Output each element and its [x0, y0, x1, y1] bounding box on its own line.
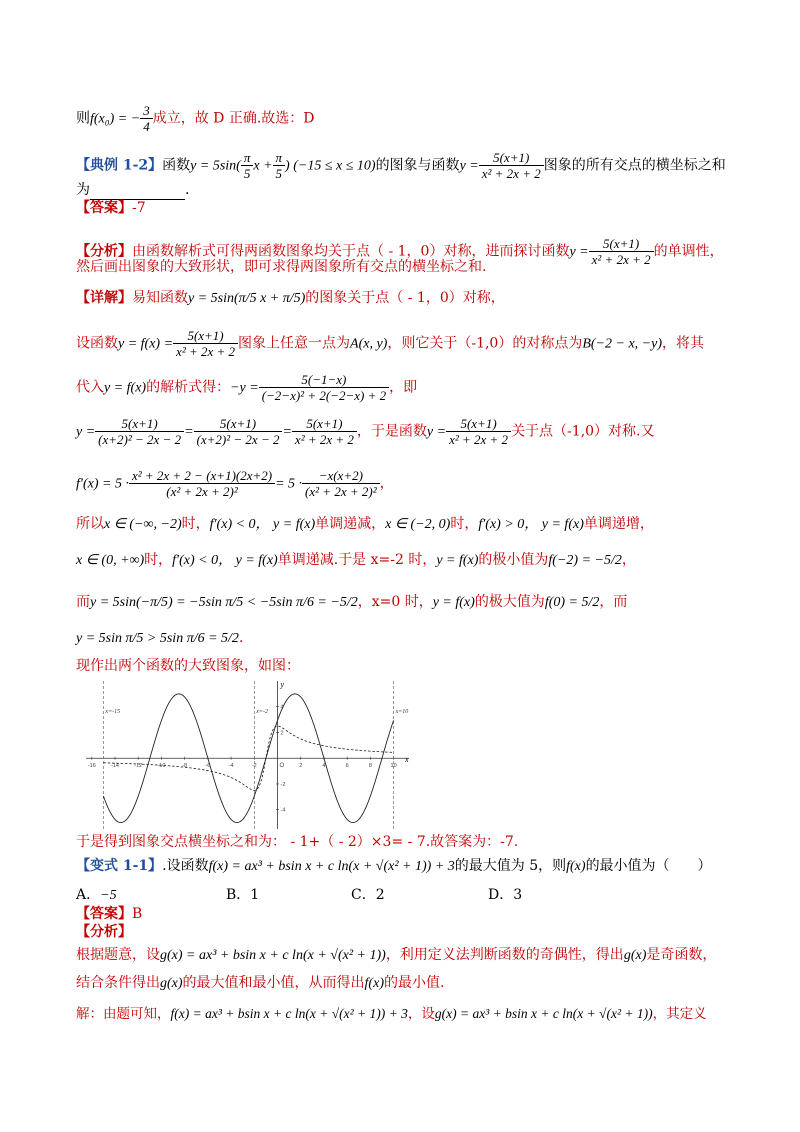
detail-2: 设函数y = f(x) = $\frac{5(x+1)}{\text{x² + 2x + 2}}$ 图象上任意一点为A(x, y)，则它关于（-1,0）的对称点为B(−2 − x, −y)，将其	[76, 328, 704, 359]
x-tick-label: -4	[228, 763, 234, 770]
y-tick-label: 4	[280, 704, 284, 711]
detail-9: y = 5sin π/5 > 5sin π/6 = 5/2.	[76, 630, 244, 646]
y-tick-label: -2	[280, 781, 286, 788]
detail-1: 【详解】易知函数y = 5sin(π/5 x + π/5)的图象关于点（ - 1，0）对称，	[76, 290, 505, 306]
answer-blank-line: 为 .	[76, 182, 190, 198]
x-tick-label: -8	[182, 763, 188, 770]
option-b[interactable]: B．1	[226, 887, 260, 903]
y-tick-label: 2	[280, 730, 284, 737]
vline-label-2: x=10	[395, 709, 409, 716]
detail-4: y = $\frac{5(x+1)}{\text{(x+2)² − 2x − 2}}$ = $\frac{5(x+1)}{\text{(x+2)² − 2x − 2}}$ = $\frac{5(x+1)}{\text{x² + 2x + 2}}$ ，于是函数y = $\frac{5(x+1)}{\text{x² + 2x + 2}}$ 关于点（-1,0）对称.又	[76, 416, 655, 447]
detail-8: 而y = 5sin(−π/5) = −5sin π/5 < −5sin π/6 = −5/2，x=0 时，y = f(x)的极大值为f(0) = 5/2，而	[76, 594, 628, 610]
origin-label: O	[279, 763, 285, 770]
x-axis-label: x	[405, 755, 409, 765]
vline-label-0: x=-15	[105, 709, 121, 716]
x-tick-label: 4	[322, 763, 326, 770]
detail-7: x ∈ (0, +∞)时，f′(x) < 0， y = f(x)单调递减.于是 x=-2 时，y = f(x)的极小值为f(−2) = −5/2，	[76, 552, 636, 568]
detail-6: 所以x ∈ (−∞, −2)时，f′(x) < 0， y = f(x)单调递减，x ∈ (−2, 0)时，f′(x) > 0， y = f(x)单调递增，	[76, 516, 654, 532]
function-graph	[76, 675, 421, 835]
answer-2: 【答案】B	[76, 906, 143, 922]
detail-3: 代入y = f(x)的解析式得：−y = $\frac{5(-1-x)}{\text{(−2−x)² + 2(−2−x) + 2}}$ ，即	[76, 372, 418, 403]
x-tick-label: -14	[111, 763, 119, 770]
variant-tag: 【变式 1-1】	[76, 858, 163, 874]
fraction: $\frac{3}{4}$	[140, 103, 153, 134]
analysis-2-label: 【分析】	[76, 924, 132, 940]
analysis-1b: 然后画出图象的大致形状，即可求得两图象所有交点的横坐标之和.	[76, 259, 487, 275]
example-tag: 【典例 1-2】	[76, 157, 163, 174]
x-tick-label: 6	[345, 763, 349, 770]
y-axis-label: y	[280, 680, 285, 689]
analysis-2-line-3: 解：由题可知，f(x) = ax³ + bsin x + c ln(x + √(x² + 1)) + 3，设g(x) = ax³ + bsin x + c ln(x + √(x² + 1))，其定义	[76, 1006, 707, 1022]
option-a[interactable]: A．−5	[76, 887, 117, 903]
y-tick-label: -4	[280, 807, 286, 814]
x-tick-label: -6	[205, 763, 211, 770]
x-tick-label: 2	[299, 763, 303, 770]
analysis-2-line-1: 根据题意，设g(x) = ax³ + bsin x + c ln(x + √(x² + 1))，利用定义法判断函数的奇偶性，得出g(x)是奇函数，	[76, 947, 717, 963]
answer-1: 【答案】-7	[76, 200, 146, 216]
conclusion-line: 则f(x₀) = − $\frac{3}{4}$ 成立，故 D 正确.故选：D	[76, 103, 315, 134]
detail-5: f′(x) = 5 · $\frac{\text{x² + 2x + 2 − (x+1)(2x+2)}}{\text{(x² + 2x + 2)²}}$ = 5 · $\frac{-x(x+2)}{\text{(x² + 2x + 2)²}}$ ，	[76, 468, 394, 499]
x-tick-label: -2	[251, 763, 257, 770]
x-tick-label: -16	[87, 763, 96, 770]
analysis-2-line-2: 结合条件得出g(x)的最大值和最小值，从而得出f(x)的最小值.	[76, 975, 445, 991]
detail-11: 于是得到图象交点横坐标之和为： - 1+（ - 2）×3= - 7.故答案为：-7.	[76, 834, 519, 850]
option-d[interactable]: D．3	[488, 887, 523, 903]
x-tick-label: 10	[390, 763, 397, 770]
vline-label-1: x=-2	[256, 709, 269, 716]
example-1-2: 【典例 1-2】函数y = 5sin( $\frac{\pi}{5}$ x + $\frac{\pi}{5}$ ) (−15 ≤ x ≤ 10)的图象与函数y = $\frac{5(x+1)}{\text{x² + 2x + 2}}$ 图象的所有交点的横坐标之和	[76, 150, 726, 181]
option-c[interactable]: C．2	[351, 887, 385, 903]
x-tick-label: -12	[134, 763, 143, 770]
variant-1-1: 【变式 1-1】.设函数f(x) = ax³ + bsin x + c ln(x + √(x² + 1)) + 3的最大值为 5，则f(x)的最小值为（ ）	[76, 858, 712, 874]
x-tick-label: -10	[157, 763, 166, 770]
detail-10: 现作出两个函数的大致图象，如图：	[76, 658, 300, 674]
analysis-1: 【分析】由函数解析式可得两函数图象均关于点（ - 1，0）对称，进而探讨函数y = $\frac{5(x+1)}{\text{x² + 2x + 2}}$ 的单调性，	[76, 236, 724, 267]
x-tick-label: 8	[368, 763, 372, 770]
